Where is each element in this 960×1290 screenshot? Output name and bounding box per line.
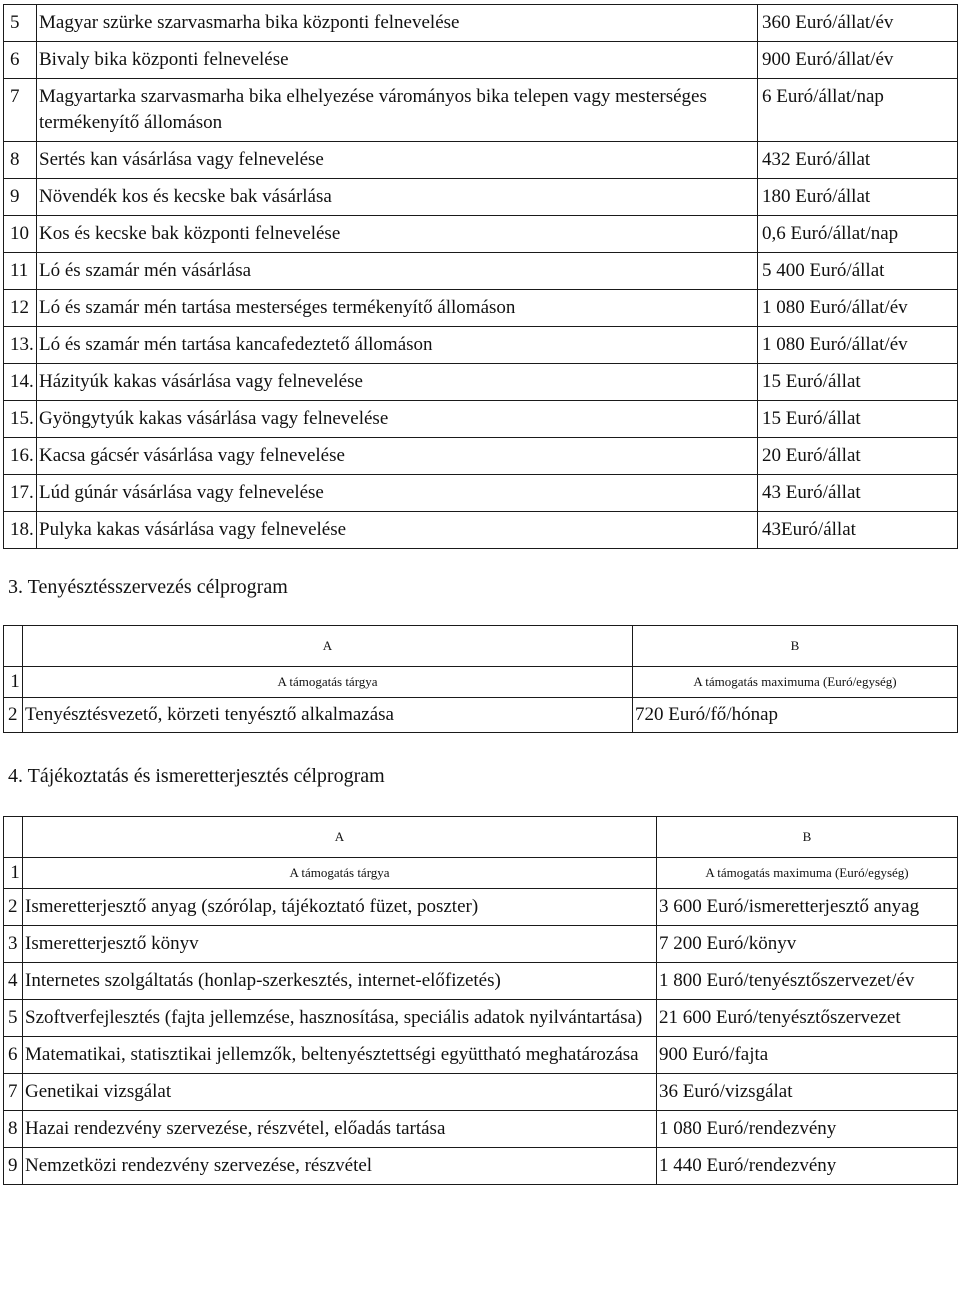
value-cell: 1 800 Euró/tenyésztőszervezet/év (657, 963, 958, 1000)
row-number: 1 (4, 667, 23, 698)
table-row (4, 79, 958, 142)
value-cell: 1 080 Euró/rendezvény (657, 1111, 958, 1148)
item-cell: Hazai rendezvény szervezése, részvétel, előadás tartása (23, 1111, 657, 1148)
support-table-3-rows (4, 698, 958, 733)
row-number: 1 (4, 858, 23, 889)
table-row (4, 475, 958, 512)
row-number: 9 (4, 179, 37, 216)
item-cell: Ismeretterjesztő könyv (23, 926, 657, 963)
item-cell: Házityúk kakas vásárlása vagy felnevelése (37, 364, 758, 401)
item-cell: Ló és szamár mén tartása kancafedeztető állomáson (37, 327, 758, 364)
table-row (4, 889, 958, 926)
row-number: 7 (4, 1074, 23, 1111)
row-number: 7 (4, 79, 37, 142)
table-row (4, 1037, 958, 1074)
table-row (4, 401, 958, 438)
section-4-heading: 4. Tájékoztatás és ismeretterjesztés célprogram (8, 765, 385, 787)
value-cell: 43 Euró/állat (758, 475, 958, 512)
value-cell: 1 440 Euró/rendezvény (657, 1148, 958, 1185)
item-cell: Szoftverfejlesztés (fajta jellemzése, hasznosítása, speciális adatok nyilvántartása) (23, 1000, 657, 1037)
value-cell: 36 Euró/vizsgálat (657, 1074, 958, 1111)
value-cell: 6 Euró/állat/nap (758, 79, 958, 142)
table-subheader-row (4, 667, 958, 698)
row-number: 6 (4, 42, 37, 79)
subject-header: A támogatás tárgya (23, 667, 633, 698)
row-number: 12 (4, 290, 37, 327)
value-cell: 720 Euró/fő/hónap (633, 698, 958, 733)
item-cell: Tenyésztésvezető, körzeti tenyésztő alkalmazása (23, 698, 633, 733)
support-table-1-body (4, 5, 958, 549)
table-header-row (4, 817, 958, 858)
item-cell: Nemzetközi rendezvény szervezése, részvétel (23, 1148, 657, 1185)
table-row (4, 42, 958, 79)
item-cell: Növendék kos és kecske bak vásárlása (37, 179, 758, 216)
table-row (4, 698, 958, 733)
table-row (4, 926, 958, 963)
row-number: 2 (4, 698, 23, 733)
row-number: 6 (4, 1037, 23, 1074)
value-cell: 900 Euró/fajta (657, 1037, 958, 1074)
item-cell: Lúd gúnár vásárlása vagy felnevelése (37, 475, 758, 512)
section-3-heading: 3. Tenyésztésszervezés célprogram (8, 576, 288, 598)
table-row (4, 179, 958, 216)
item-cell: Sertés kan vásárlása vagy felnevelése (37, 142, 758, 179)
row-number: 11 (4, 253, 37, 290)
value-cell: 1 080 Euró/állat/év (758, 327, 958, 364)
item-cell: Genetikai vizsgálat (23, 1074, 657, 1111)
subject-header: A támogatás tárgya (23, 858, 657, 889)
row-number: 4 (4, 963, 23, 1000)
value-cell: 43Euró/állat (758, 512, 958, 549)
column-b-header: B (633, 626, 958, 667)
row-number: 13. (4, 327, 37, 364)
column-b-header: B (657, 817, 958, 858)
item-cell: Pulyka kakas vásárlása vagy felnevelése (37, 512, 758, 549)
row-number: 8 (4, 142, 37, 179)
row-number: 9 (4, 1148, 23, 1185)
row-number: 16. (4, 438, 37, 475)
table-row (4, 512, 958, 549)
table-header-row (4, 626, 958, 667)
table-row (4, 963, 958, 1000)
table-row (4, 142, 958, 179)
value-cell: 21 600 Euró/tenyésztőszervezet (657, 1000, 958, 1037)
item-cell: Kos és kecske bak központi felnevelése (37, 216, 758, 253)
header-blank-cell (4, 817, 23, 858)
support-table-4 (3, 816, 958, 1185)
value-cell: 7 200 Euró/könyv (657, 926, 958, 963)
table-row (4, 1148, 958, 1185)
row-number: 5 (4, 1000, 23, 1037)
table-row (4, 216, 958, 253)
table-row (4, 253, 958, 290)
item-cell: Internetes szolgáltatás (honlap-szerkesztés, internet-előfizetés) (23, 963, 657, 1000)
column-a-header: A (23, 817, 657, 858)
row-number: 8 (4, 1111, 23, 1148)
row-number: 14. (4, 364, 37, 401)
value-cell: 360 Euró/állat/év (758, 5, 958, 42)
row-number: 17. (4, 475, 37, 512)
row-number: 2 (4, 889, 23, 926)
table-row (4, 1000, 958, 1037)
item-cell: Gyöngytyúk kakas vásárlása vagy felnevelése (37, 401, 758, 438)
item-cell: Magyartarka szarvasmarha bika elhelyezése várományos bika telepen vagy mesterséges termékenyítő állomáson (37, 79, 758, 142)
item-cell: Ló és szamár mén vásárlása (37, 253, 758, 290)
table-row (4, 364, 958, 401)
table-row (4, 290, 958, 327)
item-cell: Matematikai, statisztikai jellemzők, beltenyésztettségi együttható meghatározása (23, 1037, 657, 1074)
maximum-header: A támogatás maximuma (Euró/egység) (657, 858, 958, 889)
value-cell: 900 Euró/állat/év (758, 42, 958, 79)
header-blank-cell (4, 626, 23, 667)
column-a-header: A (23, 626, 633, 667)
table-row (4, 1074, 958, 1111)
value-cell: 15 Euró/állat (758, 401, 958, 438)
row-number: 18. (4, 512, 37, 549)
table-row (4, 1111, 958, 1148)
row-number: 3 (4, 926, 23, 963)
item-cell: Magyar szürke szarvasmarha bika központi felnevelése (37, 5, 758, 42)
maximum-header: A támogatás maximuma (Euró/egység) (633, 667, 958, 698)
table-row (4, 438, 958, 475)
value-cell: 20 Euró/állat (758, 438, 958, 475)
table-row (4, 327, 958, 364)
value-cell: 180 Euró/állat (758, 179, 958, 216)
item-cell: Kacsa gácsér vásárlása vagy felnevelése (37, 438, 758, 475)
row-number: 5 (4, 5, 37, 42)
value-cell: 432 Euró/állat (758, 142, 958, 179)
row-number: 15. (4, 401, 37, 438)
value-cell: 0,6 Euró/állat/nap (758, 216, 958, 253)
support-table-1 (3, 4, 958, 549)
item-cell: Ló és szamár mén tartása mesterséges termékenyítő állomáson (37, 290, 758, 327)
value-cell: 1 080 Euró/állat/év (758, 290, 958, 327)
item-cell: Ismeretterjesztő anyag (szórólap, tájékoztató füzet, poszter) (23, 889, 657, 926)
support-table-3-body (4, 626, 958, 698)
item-cell: Bivaly bika központi felnevelése (37, 42, 758, 79)
row-number: 10 (4, 216, 37, 253)
table-row (4, 5, 958, 42)
support-table-4-rows (4, 889, 958, 1185)
value-cell: 15 Euró/állat (758, 364, 958, 401)
support-table-4-body (4, 817, 958, 889)
value-cell: 5 400 Euró/állat (758, 253, 958, 290)
value-cell: 3 600 Euró/ismeretterjesztő anyag (657, 889, 958, 926)
table-subheader-row (4, 858, 958, 889)
support-table-3 (3, 625, 958, 733)
